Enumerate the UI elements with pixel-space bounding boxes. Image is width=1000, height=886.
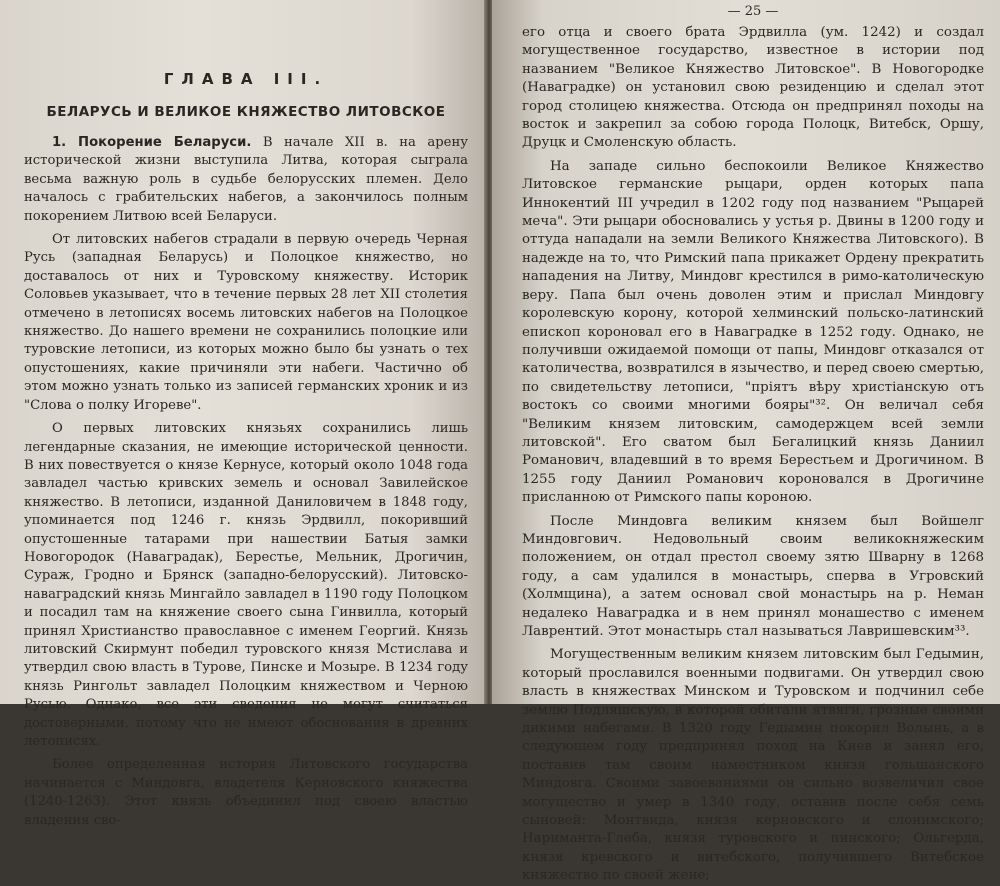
left-page	[0, 0, 486, 828]
chapter-heading: ГЛАВА III.	[163, 70, 329, 88]
paragraph: От литовских набегов страдали в первую очередь Черная Русь (западная Беларусь) и Полоцкое княжество, но доставалось от них и Туровскому княжеству. Историк Соловьев указывает, что в течение первых 28 лет XII столетия отмечено в летописях восемь литовских набегов на Полоцкое княжество. До нашего времени не сохранились полоцкие или туровские летописи, из которых можно было бы узнать о тех опустошениях, какие причиняли эти набеги. Частично об этом можно узнать только из записей германских хроник и из "Слова о полку Игореве".	[24, 232, 468, 413]
paragraph-text: В начале XII в. на арену исторической жизни выступила Литва, которая сыграла весьма важную роль в судьбе белорусских племен. Дело началось с грабительских набегов, а закончилось полным покорением Литвою всей Беларуси.	[24, 135, 468, 224]
paragraph: его отца и своего брата Эрдвилла (ум. 1242) и создал могущественное государство, известное в истории под названием "Великое Княжество Литовское". В Новогородке (Наваградке) он установил свою резиденцию и сделал этот город столицею княжества. Отсюда он предпринял походы на восток и закрепил за собою города Полоцк, Витебск, Оршу, Друцк и Смоленскую область.	[522, 25, 984, 151]
right-page	[492, 0, 1000, 884]
paragraph	[24, 134, 468, 226]
paragraph: О первых литовских князьях сохранились лишь легендарные сказания, не имеющие исторической ценности. В них повествуется о князе Кернусе, который около 1048 года завладел частью кривских земель и основал Завилейское княжество. В летописи, изданной Даниловичем в 1848 году, упоминается под 1246 г. князь Эрдвилл, покоривший опустошенные татарами при нашествии Батыя замки Новогородок (Наваградак), Берестье, Мельник, Дрогичин, Сураж, Гродно и Брянск (западно-белорусский). Литовско-наваградский князь Мингайло завладел в 1190 году Полоцком и посадил там на княжение своего сына Гинвилла, который принял Христианство православное с именем Георгий. Князь литовский Скирмунт победил туровского князя Мстислава и утвердил свою власть в Турове, Пинске и Мозыре. В 1234 году князь Рингольт завладел Полоцким княжеством и Черною Русью. Однако, все эти сведения не могут считаться достоверными, потому что не имеют обоснования в древних летописях.	[24, 421, 468, 749]
paragraph: На западе сильно беспокоили Великое Княжество Литовское германские рыцари, орден которых папа Иннокентий III учредил в 1202 году под названием "Рыцарей меча". Эти рыцари обосновались у устья р. Двины в 1200 году и оттуда нападали на земли Великого Княжества Литовского). В надежде на то, что Римский папа прикажет Ордену прекратить нападения на Литву, Миндовг крестился в римо-католическую веру. Папа был очень доволен этим и прислал Миндовгу королевскую корону, которой хелминский польско-латинский епископ короновал его в Наваградке в 1252 году. Однако, не получивши ожидаемой помощи от папы, Миндовг отказался от католичества, возвратился в язычество, и перед своею смертью, по свидетельству летописи, "прiятъ вѣру христiанскую отъ востокъ со своими многими бояры"³². Он величал себя "Великим князем литовским, самодержцем всей земли литовской". Его сватом был Бегалицкий князь Даниил Романович, владевший в то время Берестьем и Дрогичином. В 1255 году Даниил Романович короновался в Дрогичине присланною от Римского папы короною.	[522, 158, 985, 506]
chapter-title: БЕЛАРУСЬ И ВЕЛИКОЕ КНЯЖЕСТВО ЛИТОВСКОЕ	[46, 104, 446, 120]
paragraph: Могущественным великим князем литовским был Гедымин, который прославился военными подвигами. Он утвердил свою власть в княжествах Минском и Туровском и подчинил себе землю Подляшскую, в которой обитали ятвяги, грозные своими дикими набегами. В 1320 году Гедымин покорил Волынь, а в следующем году предпринял поход на Киев и занял его, поставив там своим наместником князя гольшанского Миндовга. Своими завоеваниями он сильно возвеличил свое могущество и умер в 1340 году, оставив после себя семь сыновей: Монтвида, князя керновского и слонимского; Нариманта-Глеба, князя туровского и пинского; Ольгерда, князя кревского и витебского, получившего Витебское княжество по своей жене;	[522, 647, 984, 884]
paragraph: После Миндовга великим князем был Войшелг Миндовгович. Недовольный своим великокняжеским положением, он отдал престол своему зятю Шварну в 1268 году, а сам удалился в монастырь, сперва в Угровский (Холмщина), а затем основал свой монастырь на р. Неман недалеко Наваградка и в нем принял монашество с именем Лаврентий. Этот монастырь стал называться Лавришевским³³.	[522, 513, 984, 639]
page-number: — 25 —	[727, 4, 779, 19]
paragraph: Более определенная история Литовского государства начинается с Миндовга, владетеля Керновского княжества (1240-1263). Этот князь объединил под своею властью владения сво-	[24, 757, 468, 828]
section-heading: 1. Покорение Беларуси.	[52, 135, 252, 150]
